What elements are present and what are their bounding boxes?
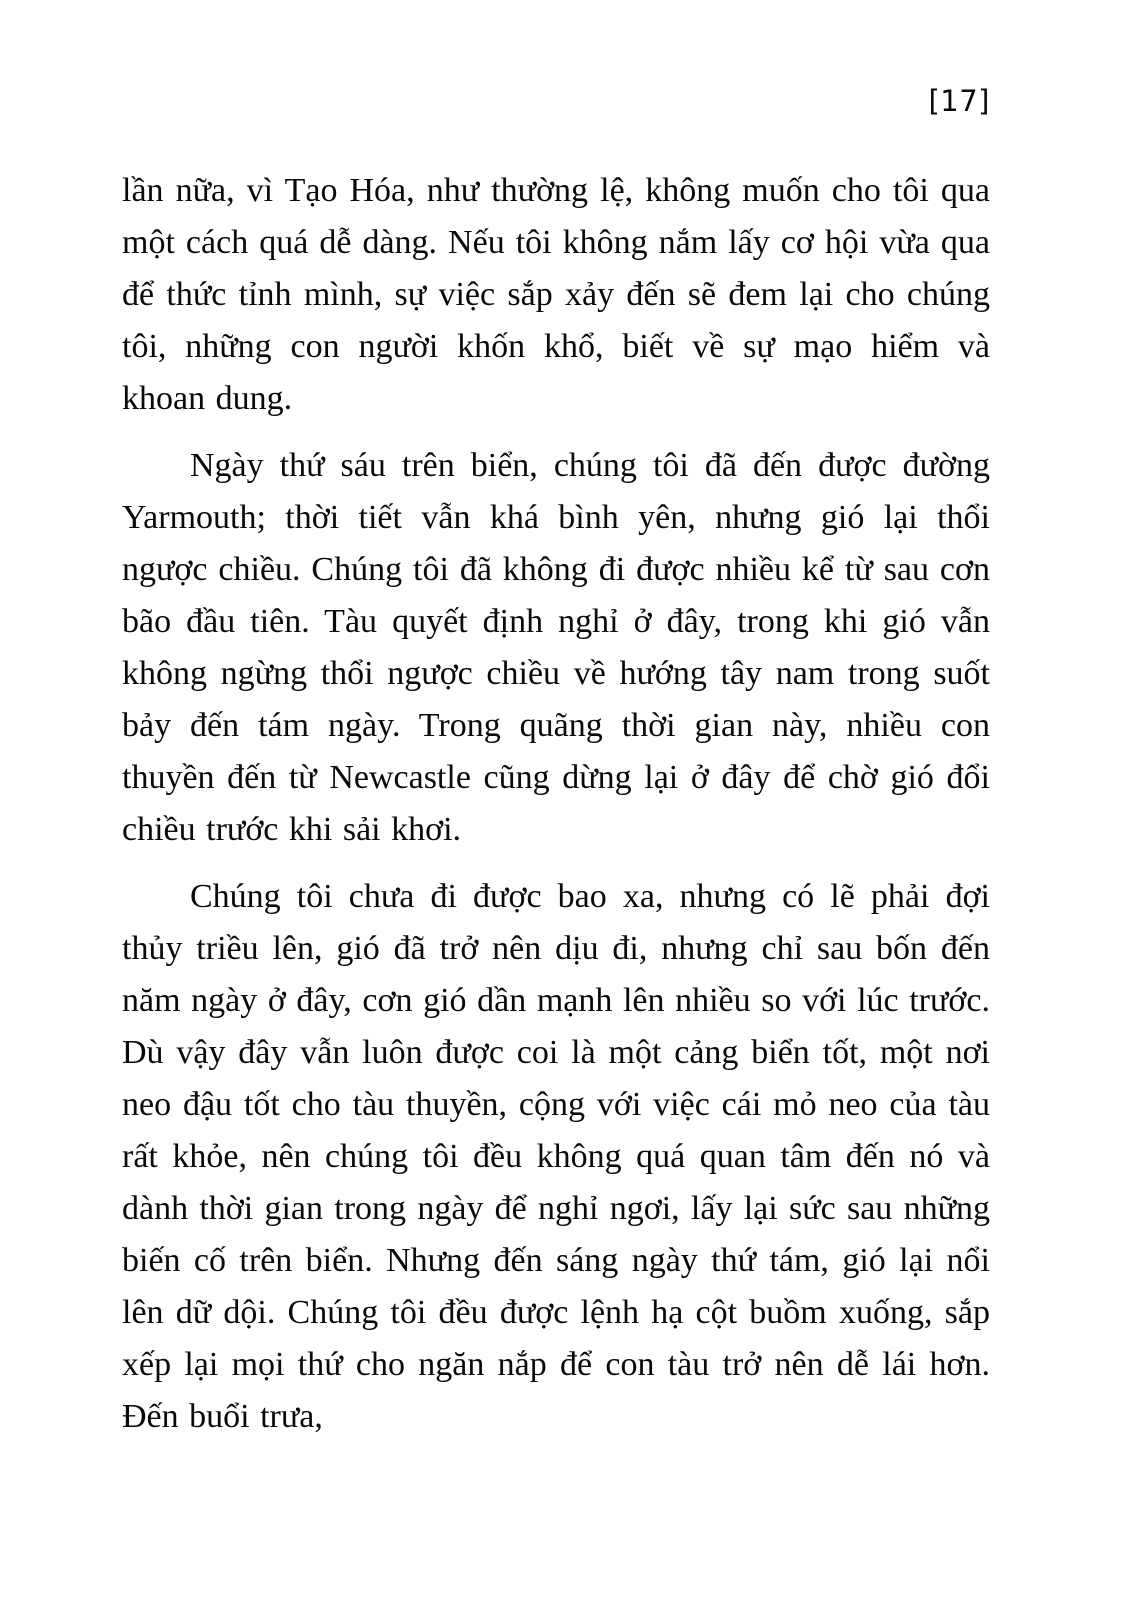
page-body-text (122, 165, 990, 1458)
paragraph: Chúng tôi chưa đi được bao xa, nhưng có lẽ phải đợi thủy triều lên, gió đã trở nên dịu đi, nhưng chỉ sau bốn đến năm ngày ở đây, cơn gió dần mạnh lên nhiều so với lúc trước. Dù vậy đây vẫn luôn được coi là một cảng biển tốt, một nơi neo đậu tốt cho tàu thuyền, cộng với việc cái mỏ neo của tàu rất khỏe, nên chúng tôi đều không quá quan tâm đến nó và dành thời gian trong ngày để nghỉ ngơi, lấy lại sức sau những biến cố trên biển. Nhưng đến sáng ngày thứ tám, gió lại nổi lên dữ dội. Chúng tôi đều được lệnh hạ cột buồm xuống, sắp xếp lại mọi thứ cho ngăn nắp để con tàu trở nên dễ lái hơn. Đến buổi trưa, (122, 878, 990, 1435)
paragraph: Ngày thứ sáu trên biển, chúng tôi đã đến được đường Yarmouth; thời tiết vẫn khá bình yên, nhưng gió lại thổi ngược chiều. Chúng tôi đã không đi được nhiều kể từ sau cơn bão đầu tiên. Tàu quyết định nghỉ ở đây, trong khi gió vẫn không ngừng thổi ngược chiều về hướng tây nam trong suốt bảy đến tám ngày. Trong quãng thời gian này, nhiều con thuyền đến từ Newcastle cũng dừng lại ở đây để chờ gió đổi chiều trước khi sải khơi. (122, 447, 990, 848)
paragraph-continued: lần nữa, vì Tạo Hóa, như thường lệ, không muốn cho tôi qua một cách quá dễ dàng. Nếu tôi không nắm lấy cơ hội vừa qua để thức tỉnh mình, sự việc sắp xảy đến sẽ đem lại cho chúng tôi, những con người khốn khổ, biết về sự mạo hiểm và khoan dung. (122, 172, 990, 417)
page-number: [17] (928, 84, 990, 118)
